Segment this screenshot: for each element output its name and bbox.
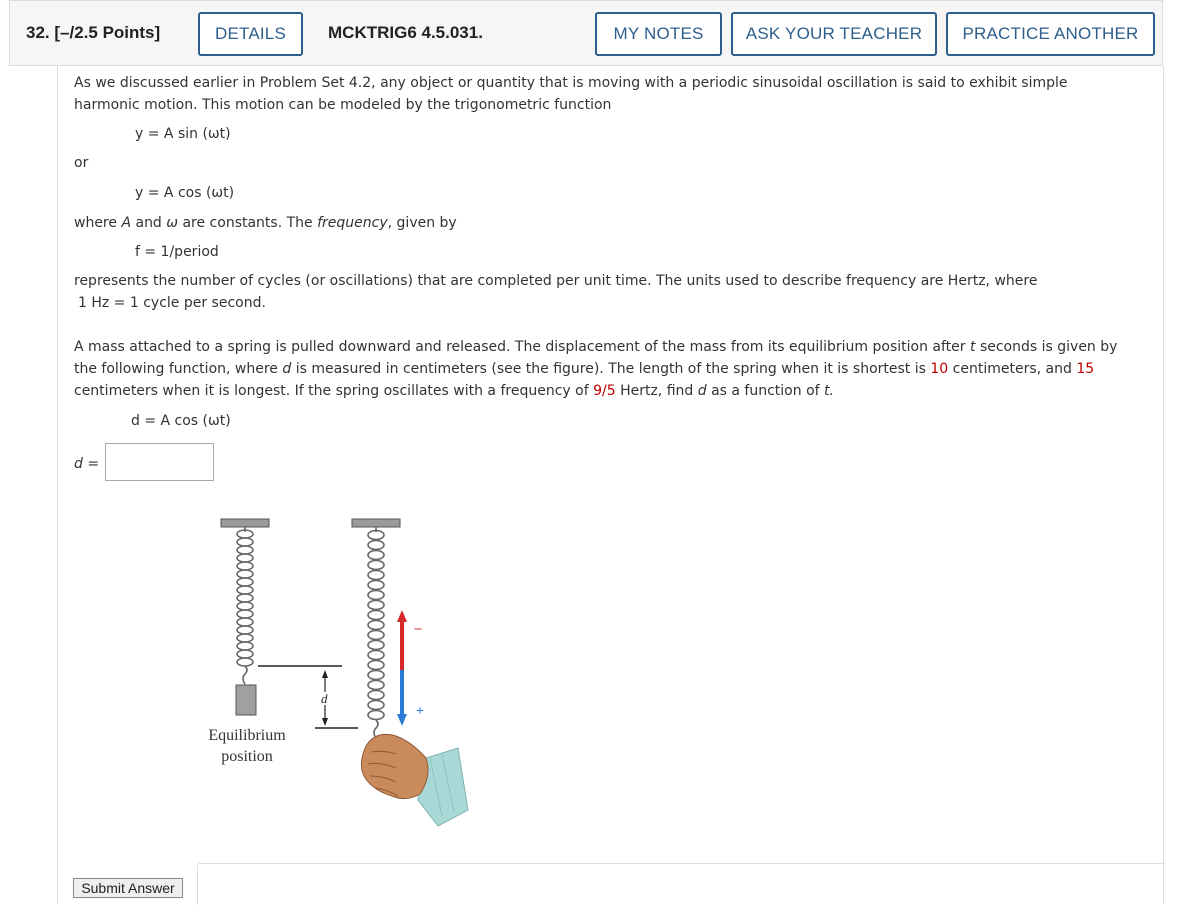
where-and: and xyxy=(135,215,162,231)
problem-line-2 xyxy=(74,358,1094,380)
problem-line-2-a: the following function, where xyxy=(74,361,278,377)
equation-frequency: f = 1/period xyxy=(135,244,219,260)
points-label: [–/2.5 Points] xyxy=(54,23,161,42)
frequency-value: 9/5 xyxy=(593,383,616,399)
problem-line-3-c: as a function of xyxy=(711,383,820,399)
question-header xyxy=(9,0,1163,66)
equation-displacement: d = A cos (ωt) xyxy=(131,413,231,429)
where-text xyxy=(74,212,457,234)
problem-line-1-a: A mass attached to a spring is pulled downward and released. The displacement of the mass from its equilibrium position after xyxy=(74,339,966,355)
problem-code: MCKTRIG6 4.5.031. xyxy=(328,23,483,42)
problem-line-3-a: centimeters when it is longest. If the spring oscillates with a frequency of xyxy=(74,383,589,399)
plus-sign: + xyxy=(416,704,424,719)
submit-answer-button[interactable]: Submit Answer xyxy=(73,878,183,898)
problem-line-3-b: Hertz, find xyxy=(620,383,694,399)
my-notes-button[interactable]: MY NOTES xyxy=(595,12,722,56)
where-post: , given by xyxy=(387,215,457,231)
hand-icon xyxy=(361,734,468,826)
problem-line-2-c: centimeters, and xyxy=(952,361,1072,377)
problem-line-2-b: is measured in centimeters (see the figure). The length of the spring when it is shortest is xyxy=(295,361,926,377)
variable-t-2: t. xyxy=(824,383,834,399)
ask-your-teacher-button[interactable]: ASK YOUR TEACHER xyxy=(731,12,937,56)
positive-direction-bar xyxy=(400,670,404,716)
units-line-1: represents the number of cycles (or oscillations) that are completed per unit time. The units used to describe frequency are Hertz, where xyxy=(74,273,1038,289)
problem-line-1 xyxy=(74,336,1117,358)
variable-t: t xyxy=(970,339,976,355)
equation-sin: y = A sin (ωt) xyxy=(135,126,231,142)
up-arrowhead xyxy=(397,610,407,622)
equilibrium-caption-1: Equilibrium xyxy=(208,727,286,744)
answer-label: d = xyxy=(74,456,100,472)
spring-figure xyxy=(190,510,480,830)
problem-line-3 xyxy=(74,380,834,402)
variable-d: d xyxy=(282,361,292,377)
intro-line-1: As we discussed earlier in Problem Set 4.2, any object or quantity that is moving with a periodic sinusoidal oscillation is said to exhibit simple xyxy=(74,75,1068,91)
mass-block xyxy=(236,685,256,715)
d-label: d xyxy=(321,691,328,706)
units-line-2: 1 Hz = 1 cycle per second. xyxy=(78,295,266,311)
right-spring-icon xyxy=(368,527,384,738)
problem-line-1-b: seconds is given by xyxy=(979,339,1118,355)
right-ceiling-plate xyxy=(352,519,400,527)
where-mid: are constants. The xyxy=(182,215,313,231)
down-arrowhead xyxy=(397,714,407,726)
equilibrium-caption-2: position xyxy=(221,748,273,765)
question-number-text: 32. xyxy=(26,23,50,42)
negative-direction-bar xyxy=(400,622,404,670)
d-arrowhead-up xyxy=(322,670,328,678)
minus-sign: – xyxy=(414,621,422,636)
variable-d-2: d xyxy=(697,383,707,399)
longest-length-value: 15 xyxy=(1076,361,1095,377)
where-omega: ω xyxy=(166,215,179,231)
where-a: A xyxy=(121,215,132,231)
frequency-word: frequency xyxy=(317,215,388,231)
feedback-area xyxy=(197,863,1165,905)
shortest-length-value: 10 xyxy=(930,361,949,377)
answer-input[interactable] xyxy=(105,443,214,481)
equation-cos: y = A cos (ωt) xyxy=(135,185,235,201)
details-button[interactable]: DETAILS xyxy=(198,12,303,56)
d-arrowhead-down xyxy=(322,718,328,726)
or-text: or xyxy=(74,155,89,171)
question-number xyxy=(26,23,160,43)
left-ceiling-plate xyxy=(221,519,269,527)
intro-line-2: harmonic motion. This motion can be modeled by the trigonometric function xyxy=(74,97,612,113)
practice-another-button[interactable]: PRACTICE ANOTHER xyxy=(946,12,1155,56)
where-pre: where xyxy=(74,215,117,231)
left-spring-icon xyxy=(237,527,253,684)
